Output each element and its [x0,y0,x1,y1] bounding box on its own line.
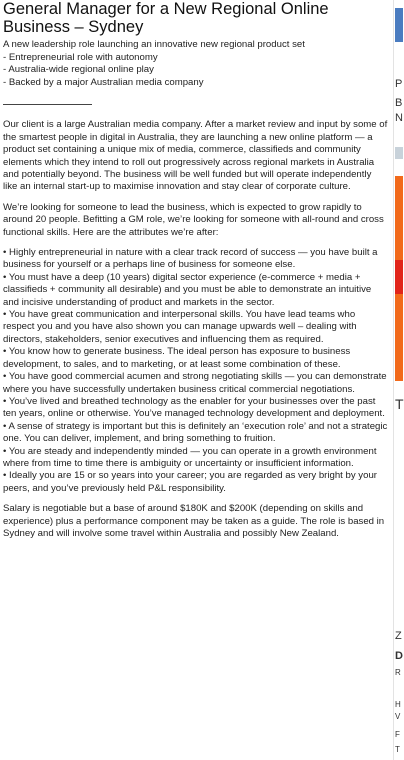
sidebar-thumb[interactable] [395,147,403,159]
sidebar-letter: F [395,730,400,739]
sidebar-letter: N [395,112,403,124]
sidebar-letter: R [395,668,401,677]
list-item: • You are steady and independently minded — you can operate in a growth environment where from time to time there is ambiguity or uncertainty or insufficient information. [3,445,377,469]
closing-paragraph: Salary is negotiable but a base of around $180K and $200K (depending on skills and experience) plus a performance component may be taken as a guide. The role is based in Sydney and will involve some travel within Australia and possibly New Zealand. [3,503,385,539]
dek-line: - Entrepreneurial role with autonomy [3,51,158,63]
sidebar-top-ad[interactable] [395,8,403,42]
list-item: • You’ve lived and breathed technology as the enabler for your businesses over the past ten years, online or otherwise. You’ve managed technology development and deployment. [3,395,385,420]
sidebar-letter: H [395,700,401,709]
divider [3,104,92,105]
list-item: • Highly entrepreneurial in nature with a clear track record of success — you have built a business for yourself or a perhaps line of business for someone else. [3,247,378,271]
attribute-list [3,247,388,495]
list-item: • You must have a deep (10 years) digital sector experience (e-commerce + media + classifieds + community all desirable) and you must be able to demonstrate an intuitive and incisive understanding of product and markets in the sector. [3,271,372,308]
dek-line: A new leadership role launching an innovative new regional product set [3,39,305,50]
article-dek [3,39,388,89]
list-item: • Ideally you are 15 or so years into your career; you are regarded as very bright by your peers, and you’ve previously held P&L responsibility. [3,470,377,494]
paragraph: We’re looking for someone to lead the business, which is expected to grow rapidly to around 20 people. Befitting a GM role, we’re looking for someone with all-round and cross functional skills. Here are the attributes we’re after: [3,201,384,238]
list-item: • You have great communication and interpersonal skills. You have lead teams who respect you and you have also shown you can manage upwards well – dealing with directors, stakeholders, senior executives and influencing them as required. [3,309,357,345]
dek-line: - Australia-wide regional online play [3,64,154,76]
sidebar-letter: B [395,97,403,109]
sidebar-letter: D [395,650,403,662]
paragraph: Our client is a large Australian media company. After a market review and input by some of the smartest people in digital in Australia, they are launching a new online platform — a product set containing a unique mix of media, commerce, classifieds and community elements which they intend to roll out progressively across regional markets in Australia and potentially beyond. The business will be well funded but will operate independently like an internal start-up to maximise innovation and stay clear of corporate culture. [3,119,388,193]
sidebar-letter: P [395,78,403,90]
article [3,0,388,548]
sidebar-advert-accent [395,260,403,294]
sidebar-letter: T [395,396,404,412]
list-item: • You know how to generate business. The ideal person has exposure to business development, to sales, and to marketing, or at least some combination of these. [3,346,351,370]
sidebar-letter: Z [395,630,402,642]
dek-line: - Backed by a major Australian media company [3,76,204,88]
page-title: General Manager for a New Regional Online Business – Sydney [3,0,329,36]
list-item: • You have good commercial acumen and strong negotiating skills — you can demonstrate where you have successfully undertaken business critical commercial negotiations. [3,371,387,395]
right-sidebar-clipped [393,0,403,760]
list-item: • A sense of strategy is important but this is definitely an ‘execution role’ and not a strategic one. You can deliver, implement, and bring something to fruition. [3,420,388,445]
sidebar-letter: T [395,745,400,754]
sidebar-letter: V [395,712,401,721]
